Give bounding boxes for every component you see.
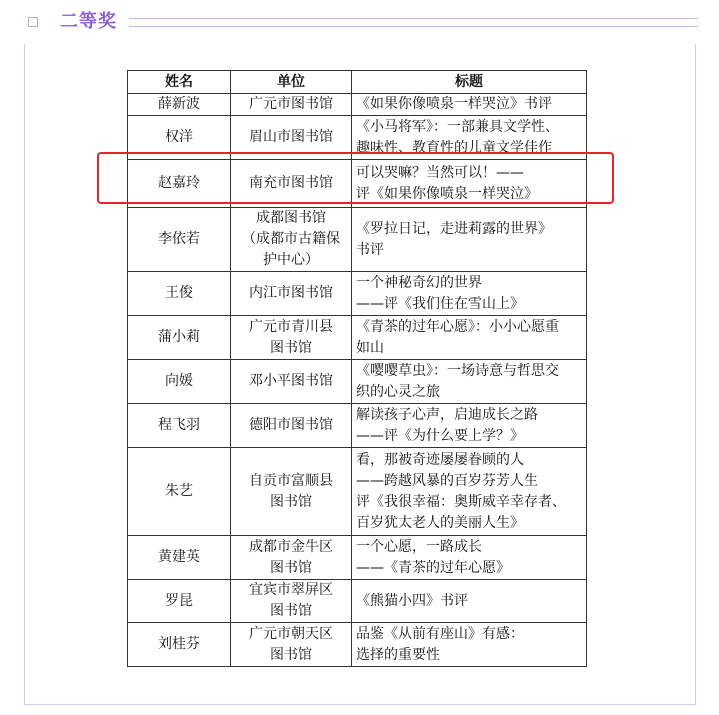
cell-unit-line: 眉山市图书馆 <box>249 129 333 145</box>
cell-name-text: 蒲小莉 <box>158 329 200 345</box>
table-row <box>128 448 587 536</box>
cell-name-text: 程飞羽 <box>158 417 200 433</box>
cell-unit-line: 成都图书馆 <box>256 210 326 226</box>
table-row <box>128 404 587 448</box>
section-heading <box>28 10 698 36</box>
cell-title-line: 评《如果你像喷泉一样哭泣》 <box>356 185 538 202</box>
cell-title-line: ——《青茶的过年心愿》 <box>356 559 510 576</box>
cell-title <box>352 160 587 208</box>
cell-name <box>128 116 231 160</box>
table-body <box>128 94 587 667</box>
cell-unit <box>231 94 352 116</box>
cell-unit <box>231 316 352 360</box>
cell-title <box>352 623 587 667</box>
cell-unit <box>231 116 352 160</box>
cell-name-text: 权洋 <box>165 129 193 145</box>
cell-unit <box>231 272 352 316</box>
cell-title-line: 《青茶的过年心愿》：小小心愿重 <box>356 318 559 335</box>
cell-name <box>128 580 231 623</box>
header-name: 姓名 <box>128 71 231 94</box>
cell-unit <box>231 160 352 208</box>
cell-unit-line: 邓小平图书馆 <box>249 373 333 389</box>
cell-unit-line: 南充市图书馆 <box>249 175 333 191</box>
cell-title-line: 《小马将军》：一部兼具文学性、 <box>356 118 559 135</box>
cell-name-text: 王俊 <box>165 285 193 301</box>
table-header-row <box>128 71 587 94</box>
cell-title-wrap <box>356 405 582 447</box>
cell-title-line: 《熊猫小四》书评 <box>356 592 468 609</box>
cell-unit-line: 图书馆 <box>270 493 312 510</box>
cell-name <box>128 536 231 580</box>
cell-title-line: 书评 <box>356 241 384 258</box>
table-row <box>128 208 587 272</box>
cell-title <box>352 536 587 580</box>
table-row <box>128 360 587 404</box>
cell-name <box>128 160 231 208</box>
cell-unit-line: 宜宾市翠屏区 <box>249 582 333 598</box>
square-bullet-icon <box>28 17 38 27</box>
cell-name <box>128 272 231 316</box>
cell-unit-line: 护中心） <box>263 252 319 268</box>
cell-unit-line: 德阳市图书馆 <box>249 417 333 433</box>
cell-unit-line: 图书馆 <box>270 646 312 663</box>
cell-name-text: 薛新波 <box>158 96 200 112</box>
cell-title-line: 一个心愿，一路成长 <box>356 538 482 555</box>
cell-title-line: 评《我很幸福：奥斯威辛幸存者、 <box>356 493 566 510</box>
cell-title-wrap <box>356 361 582 403</box>
cell-title-line: 如山 <box>356 339 384 356</box>
cell-title-wrap <box>356 117 582 159</box>
table-row <box>128 580 587 623</box>
cell-name <box>128 208 231 272</box>
cell-title <box>352 448 587 536</box>
cell-title <box>352 94 587 116</box>
award-table <box>127 70 587 667</box>
table-row <box>128 536 587 580</box>
cell-title-line: ——跨越风暴的百岁芬芳人生 <box>356 472 538 489</box>
section-title: 二等奖 <box>60 11 117 32</box>
cell-name <box>128 448 231 536</box>
cell-title-line: 《罗拉日记，走进莉露的世界》 <box>356 220 552 237</box>
cell-name <box>128 94 231 116</box>
cell-name-text: 黄建英 <box>158 549 200 565</box>
cell-title-line: 百岁犹太老人的美丽人生》 <box>356 514 524 531</box>
cell-unit-line: 成都市金牛区 <box>249 538 333 555</box>
cell-title-line: 品鉴《从前有座山》有感： <box>356 625 524 642</box>
cell-name <box>128 360 231 404</box>
cell-name <box>128 404 231 448</box>
cell-title <box>352 208 587 272</box>
cell-title-line: 《如果你像喷泉一样哭泣》书评 <box>356 96 552 112</box>
cell-title-line: 选择的重要性 <box>356 646 440 663</box>
cell-name-text: 赵嘉玲 <box>158 175 200 191</box>
cell-title-wrap <box>356 591 582 612</box>
cell-title <box>352 404 587 448</box>
cell-unit-line: 广元市青川县 <box>249 318 333 335</box>
table-row <box>128 623 587 667</box>
cell-unit-line: 图书馆 <box>270 339 312 356</box>
cell-title-line: 解读孩子心声，启迪成长之路 <box>356 406 538 423</box>
cell-title-line: 《嘤嘤草虫》：一场诗意与哲思交 <box>356 362 559 379</box>
cell-unit <box>231 448 352 536</box>
cell-title-wrap <box>356 317 582 359</box>
cell-title-line: 可以哭嘛？当然可以！—— <box>356 164 524 181</box>
cell-title <box>352 316 587 360</box>
cell-title-wrap <box>356 94 582 115</box>
cell-name <box>128 623 231 667</box>
cell-unit <box>231 580 352 623</box>
cell-unit <box>231 208 352 272</box>
cell-unit <box>231 404 352 448</box>
cell-unit-line: 图书馆 <box>270 603 312 619</box>
cell-title-line: 趣味性、教育性的儿童文学佳作 <box>356 139 552 156</box>
cell-unit-line: 内江市图书馆 <box>249 285 333 301</box>
cell-name <box>128 316 231 360</box>
cell-title-wrap <box>356 537 582 579</box>
cell-name-text: 李依若 <box>158 231 200 247</box>
cell-unit <box>231 623 352 667</box>
table-row <box>128 316 587 360</box>
cell-title-wrap <box>356 450 582 534</box>
cell-unit-line: 广元市朝天区 <box>249 625 333 642</box>
table-row <box>128 116 587 160</box>
table-row <box>128 94 587 116</box>
cell-name-text: 刘桂芬 <box>158 636 200 652</box>
table-row <box>128 272 587 316</box>
cell-unit <box>231 360 352 404</box>
cell-title <box>352 360 587 404</box>
cell-name-text: 罗昆 <box>165 592 193 609</box>
heading-divider <box>129 18 698 27</box>
cell-title-wrap <box>356 163 582 205</box>
cell-title-line: 一个神秘奇幻的世界 <box>356 274 482 291</box>
cell-title-line: ——评《我们住在雪山上》 <box>356 295 524 312</box>
cell-title <box>352 580 587 623</box>
cell-title-wrap <box>356 624 582 666</box>
cell-name-text: 向媛 <box>165 373 193 389</box>
cell-unit-line: （成都市古籍保 <box>242 231 340 247</box>
cell-title-line: 看，那被奇迹屡屡眷顾的人 <box>356 451 524 468</box>
cell-title-line: ——评《为什么要上学？》 <box>356 427 524 444</box>
cell-title <box>352 272 587 316</box>
cell-title <box>352 116 587 160</box>
table-row <box>128 160 587 208</box>
cell-title-wrap <box>356 273 582 315</box>
header-unit: 单位 <box>231 71 352 94</box>
cell-name-text: 朱艺 <box>165 483 193 499</box>
header-title: 标题 <box>352 71 587 94</box>
cell-title-line: 织的心灵之旅 <box>356 383 440 400</box>
cell-unit-line: 自贡市富顺县 <box>249 472 333 489</box>
cell-unit-line: 图书馆 <box>270 559 312 576</box>
cell-unit <box>231 536 352 580</box>
cell-unit-line: 广元市图书馆 <box>249 96 333 112</box>
cell-title-wrap <box>356 219 582 261</box>
